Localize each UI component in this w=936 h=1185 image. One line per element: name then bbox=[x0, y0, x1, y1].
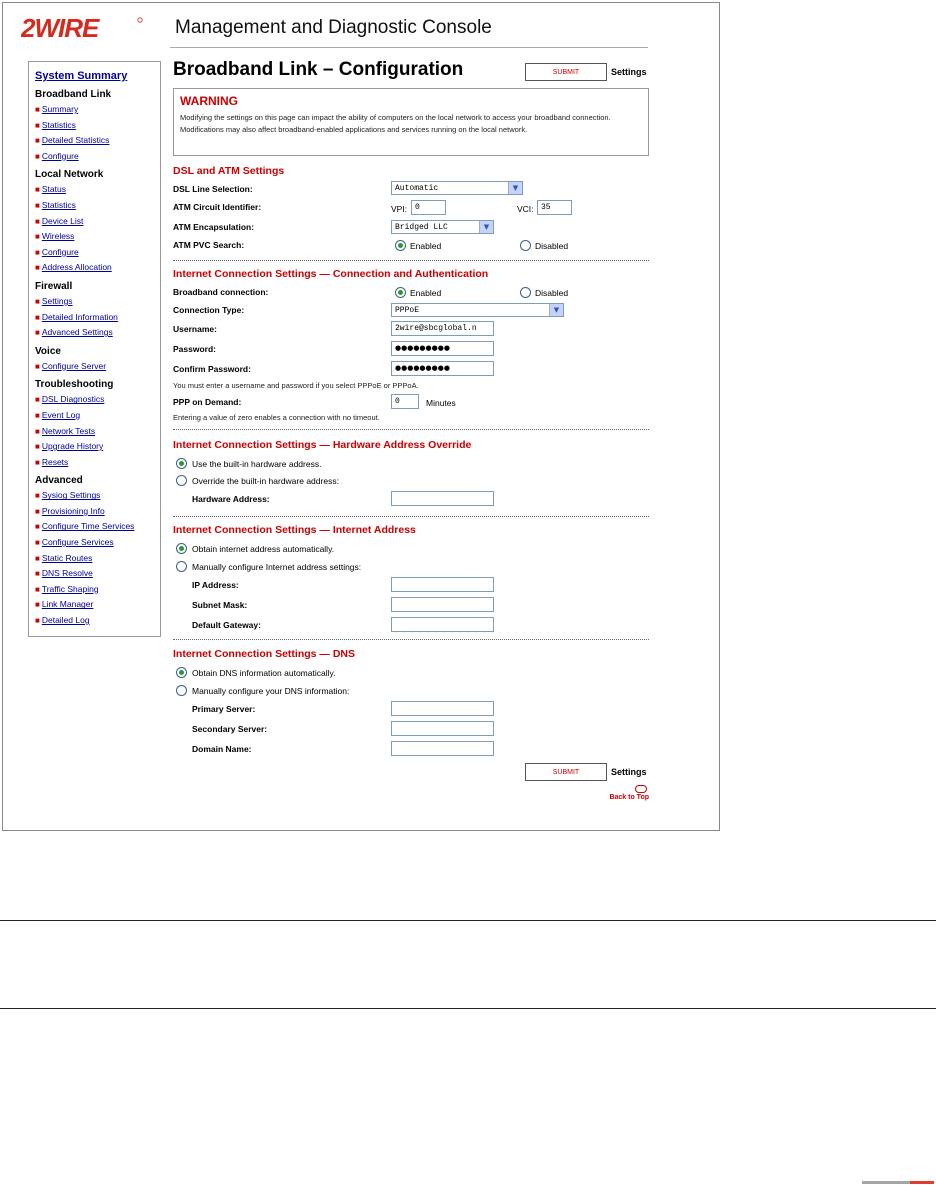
pvc-search-disabled-label: Disabled bbox=[535, 241, 569, 251]
section-title-dns: Internet Connection Settings — DNS bbox=[173, 648, 356, 660]
section-title-dsl-atm: DSL and ATM Settings bbox=[173, 165, 285, 177]
default-gateway-input[interactable] bbox=[391, 617, 494, 632]
password-label: Password: bbox=[173, 344, 216, 354]
section-title-connection-auth: Internet Connection Settings — Connection and Authentication bbox=[173, 268, 489, 280]
sidebar-link-system-summary[interactable]: System Summary bbox=[35, 70, 128, 82]
ppp-on-demand-label: PPP on Demand: bbox=[173, 397, 242, 407]
pvc-search-enabled-radio[interactable] bbox=[395, 240, 406, 251]
sidebar-link-dns-resolve[interactable]: DNS Resolve bbox=[41, 568, 93, 579]
hardware-override-label: Override the built-in hardware address: bbox=[192, 476, 339, 486]
credentials-note: You must enter a username and password if you select PPPoE or PPPoA. bbox=[173, 381, 419, 390]
bullet-icon: ■ bbox=[35, 457, 40, 467]
vci-input[interactable]: 35 bbox=[537, 200, 572, 215]
broadband-enabled-radio[interactable] bbox=[395, 287, 406, 298]
sidebar-link-detailed-information[interactable]: Detailed Information bbox=[41, 311, 118, 322]
vci-label: VCI: bbox=[517, 204, 534, 214]
sidebar-link-configure-services[interactable]: Configure Services bbox=[41, 537, 114, 548]
sidebar-link-static-routes[interactable]: Static Routes bbox=[41, 552, 93, 563]
sidebar-heading-troubleshooting: Troubleshooting bbox=[35, 379, 114, 391]
submit-button-bottom[interactable]: SUBMIT bbox=[525, 763, 607, 781]
broadband-enabled-label: Enabled bbox=[410, 288, 442, 298]
page-rule-bottom bbox=[0, 1008, 936, 1009]
sidebar-heading-local-network: Local Network bbox=[35, 169, 104, 181]
bullet-icon: ■ bbox=[35, 426, 40, 436]
atm-encapsulation-select[interactable] bbox=[391, 220, 494, 234]
sidebar-link-device-list[interactable]: Device List bbox=[41, 215, 84, 226]
primary-server-input[interactable] bbox=[391, 701, 494, 716]
bullet-icon: ■ bbox=[35, 600, 40, 610]
page-rule-top bbox=[0, 920, 936, 921]
ip-manual-radio[interactable] bbox=[176, 561, 187, 572]
back-to-top-label: Back to Top bbox=[609, 794, 649, 801]
username-label: Username: bbox=[173, 324, 217, 334]
section-title-hardware: Internet Connection Settings — Hardware Address Override bbox=[173, 439, 472, 451]
sidebar-link-traffic-shaping[interactable]: Traffic Shaping bbox=[41, 583, 99, 594]
sidebar-link-link-manager[interactable]: Link Manager bbox=[41, 599, 94, 610]
broadband-disabled-label: Disabled bbox=[535, 288, 569, 298]
bullet-icon: ■ bbox=[35, 296, 40, 306]
bullet-icon: ■ bbox=[35, 232, 40, 242]
warning-box bbox=[173, 88, 649, 156]
connection-type-select[interactable] bbox=[391, 303, 564, 317]
ip-address-label: IP Address: bbox=[192, 580, 239, 590]
broadband-connection-label: Broadband connection: bbox=[173, 287, 269, 297]
sidebar-link-event-log[interactable]: Event Log bbox=[41, 409, 81, 420]
atm-encapsulation-value: Bridged LLC bbox=[395, 223, 448, 232]
console-title: Management and Diagnostic Console bbox=[175, 17, 492, 38]
sidebar-link-provisioning-info[interactable]: Provisioning Info bbox=[41, 505, 105, 516]
bullet-icon: ■ bbox=[35, 216, 40, 226]
bullet-icon: ■ bbox=[35, 616, 40, 626]
submit-suffix: Settings bbox=[611, 67, 647, 77]
secondary-server-input[interactable] bbox=[391, 721, 494, 736]
bullet-icon: ■ bbox=[35, 538, 40, 548]
sidebar-nav bbox=[28, 61, 161, 637]
ppp-unit-label: Minutes bbox=[426, 398, 456, 408]
sidebar-heading-voice: Voice bbox=[35, 345, 61, 357]
hardware-builtin-label: Use the built-in hardware address. bbox=[192, 459, 322, 469]
sidebar-link-detailed-log[interactable]: Detailed Log bbox=[41, 615, 90, 626]
bullet-icon: ■ bbox=[35, 410, 40, 420]
sidebar-heading-broadband-link: Broadband Link bbox=[35, 89, 112, 100]
dsl-line-label: DSL Line Selection: bbox=[173, 184, 253, 194]
domain-name-input[interactable] bbox=[391, 741, 494, 756]
username-input[interactable]: 2wire@sbcglobal.n bbox=[391, 321, 494, 336]
sidebar-link-network-tests[interactable]: Network Tests bbox=[41, 425, 96, 436]
bullet-icon: ■ bbox=[35, 553, 40, 563]
svg-text:2WIRE: 2WIRE bbox=[21, 15, 99, 41]
ip-address-input[interactable] bbox=[391, 577, 494, 592]
section-title-internet-address: Internet Connection Settings — Internet Address bbox=[173, 524, 416, 536]
sidebar-heading-firewall: Firewall bbox=[35, 280, 73, 292]
connection-type-value: PPPoE bbox=[395, 306, 420, 315]
bullet-icon: ■ bbox=[35, 263, 40, 273]
bullet-icon: ■ bbox=[35, 361, 40, 371]
sidebar-link-detailed-statistics[interactable]: Detailed Statistics bbox=[41, 135, 110, 146]
pvc-search-disabled-radio[interactable] bbox=[520, 240, 531, 251]
pvc-search-enabled-label: Enabled bbox=[410, 241, 442, 251]
subnet-mask-label: Subnet Mask: bbox=[192, 600, 248, 610]
bullet-icon: ■ bbox=[35, 185, 40, 195]
ip-auto-radio[interactable] bbox=[176, 543, 187, 554]
sidebar-link-wireless[interactable]: Wireless bbox=[41, 231, 75, 242]
back-to-top-icon bbox=[635, 785, 647, 793]
secondary-server-label: Secondary Server: bbox=[192, 724, 268, 734]
bullet-icon: ■ bbox=[35, 491, 40, 501]
atm-encapsulation-label: ATM Encapsulation: bbox=[173, 222, 255, 232]
console-frame bbox=[2, 2, 720, 831]
bullet-icon: ■ bbox=[35, 151, 40, 161]
sidebar-link-settings[interactable]: Settings bbox=[41, 295, 73, 306]
atm-circuit-label: ATM Circuit Identifier: bbox=[173, 202, 262, 212]
header-divider bbox=[170, 47, 648, 48]
sidebar-link-summary[interactable]: Summary bbox=[41, 104, 79, 114]
2wire-logo bbox=[21, 15, 145, 41]
bullet-icon: ■ bbox=[35, 506, 40, 516]
submit-group-bottom bbox=[525, 763, 647, 781]
sidebar-link-ln-configure[interactable]: Configure bbox=[41, 246, 79, 257]
bullet-icon: ■ bbox=[35, 522, 40, 532]
section-divider bbox=[173, 429, 649, 430]
sidebar-link-status[interactable]: Status bbox=[41, 184, 66, 195]
password-input[interactable]: ●●●●●●●●● bbox=[391, 341, 494, 356]
connection-type-label: Connection Type: bbox=[173, 305, 245, 315]
ppp-on-demand-input[interactable]: 0 bbox=[391, 394, 419, 409]
timeout-note: Entering a value of zero enables a connection with no timeout. bbox=[173, 413, 380, 422]
dsl-line-select[interactable] bbox=[391, 181, 523, 195]
section-divider bbox=[173, 516, 649, 517]
sidebar-heading-advanced: Advanced bbox=[35, 475, 83, 487]
chevron-down-icon: ▼ bbox=[549, 304, 563, 316]
section-divider bbox=[173, 639, 649, 640]
section-divider bbox=[173, 260, 649, 261]
atm-pvc-search-label: ATM PVC Search: bbox=[173, 240, 245, 250]
confirm-password-input[interactable]: ●●●●●●●●● bbox=[391, 361, 494, 376]
bullet-icon: ■ bbox=[35, 120, 40, 130]
bullet-icon: ■ bbox=[35, 569, 40, 579]
ip-auto-label: Obtain internet address automatically. bbox=[192, 544, 335, 554]
dns-manual-label: Manually configure your DNS information: bbox=[192, 686, 350, 696]
sidebar-link-configure-server[interactable]: Configure Server bbox=[41, 360, 107, 371]
bullet-icon: ■ bbox=[35, 312, 40, 322]
sidebar-link-configure-time-services[interactable]: Configure Time Services bbox=[41, 521, 135, 532]
ip-manual-label: Manually configure Internet address settings: bbox=[192, 562, 362, 572]
sidebar-link-ln-statistics[interactable]: Statistics bbox=[41, 199, 76, 210]
submit-group-top bbox=[525, 63, 647, 81]
dns-auto-label: Obtain DNS information automatically. bbox=[192, 668, 336, 678]
sidebar-link-statistics[interactable]: Statistics bbox=[41, 119, 76, 130]
dsl-line-value: Automatic bbox=[395, 184, 439, 193]
sidebar-link-syslog-settings[interactable]: Sysiog Settings bbox=[41, 490, 101, 501]
dns-manual-radio[interactable] bbox=[176, 685, 187, 696]
bullet-icon: ■ bbox=[35, 200, 40, 210]
warning-title: WARNING bbox=[180, 94, 238, 108]
sidebar-link-configure[interactable]: Configure bbox=[41, 150, 79, 161]
warning-text: Modifying the settings on this page can impact the ability of computers on the local network to access your broadband connection. Modifications may also affect broadband-enabled applications and services running on the local network. bbox=[180, 113, 611, 134]
dns-auto-radio[interactable] bbox=[176, 667, 187, 678]
submit-suffix: Settings bbox=[611, 767, 647, 777]
bullet-icon: ■ bbox=[35, 105, 40, 114]
sidebar-link-address-allocation[interactable]: Address Allocation bbox=[41, 262, 112, 273]
domain-name-label: Domain Name: bbox=[192, 744, 252, 754]
hardware-address-label: Hardware Address: bbox=[192, 494, 270, 504]
footer-accent-gray bbox=[862, 1181, 910, 1184]
footer-accent-red bbox=[910, 1181, 934, 1184]
page-title: Broadband Link – Configuration bbox=[173, 59, 464, 80]
vpi-label: VPI: bbox=[391, 204, 408, 214]
sidebar-link-resets[interactable]: Resets bbox=[41, 456, 69, 467]
bullet-icon: ■ bbox=[35, 395, 40, 405]
chevron-down-icon: ▼ bbox=[508, 182, 522, 194]
chevron-down-icon: ▼ bbox=[479, 221, 493, 233]
vpi-input[interactable]: 0 bbox=[411, 200, 446, 215]
broadband-disabled-radio[interactable] bbox=[520, 287, 531, 298]
primary-server-label: Primary Server: bbox=[192, 704, 256, 714]
bullet-icon: ■ bbox=[35, 328, 40, 338]
hardware-address-input[interactable] bbox=[391, 491, 494, 506]
bullet-icon: ■ bbox=[35, 584, 40, 594]
submit-button-top[interactable]: SUBMIT bbox=[525, 63, 607, 81]
back-to-top-link[interactable] bbox=[605, 785, 649, 801]
bullet-icon: ■ bbox=[35, 247, 40, 257]
default-gateway-label: Default Gateway: bbox=[192, 620, 261, 630]
hardware-override-radio[interactable] bbox=[176, 475, 187, 486]
confirm-password-label: Confirm Password: bbox=[173, 364, 251, 374]
bullet-icon: ■ bbox=[35, 442, 40, 452]
hardware-builtin-radio[interactable] bbox=[176, 458, 187, 469]
subnet-mask-input[interactable] bbox=[391, 597, 494, 612]
sidebar-link-dsl-diagnostics[interactable]: DSL Diagnostics bbox=[41, 394, 105, 405]
bullet-icon: ■ bbox=[35, 136, 40, 146]
sidebar-link-advanced-settings[interactable]: Advanced Settings bbox=[41, 327, 113, 338]
sidebar-link-upgrade-history[interactable]: Upgrade History bbox=[41, 441, 104, 452]
